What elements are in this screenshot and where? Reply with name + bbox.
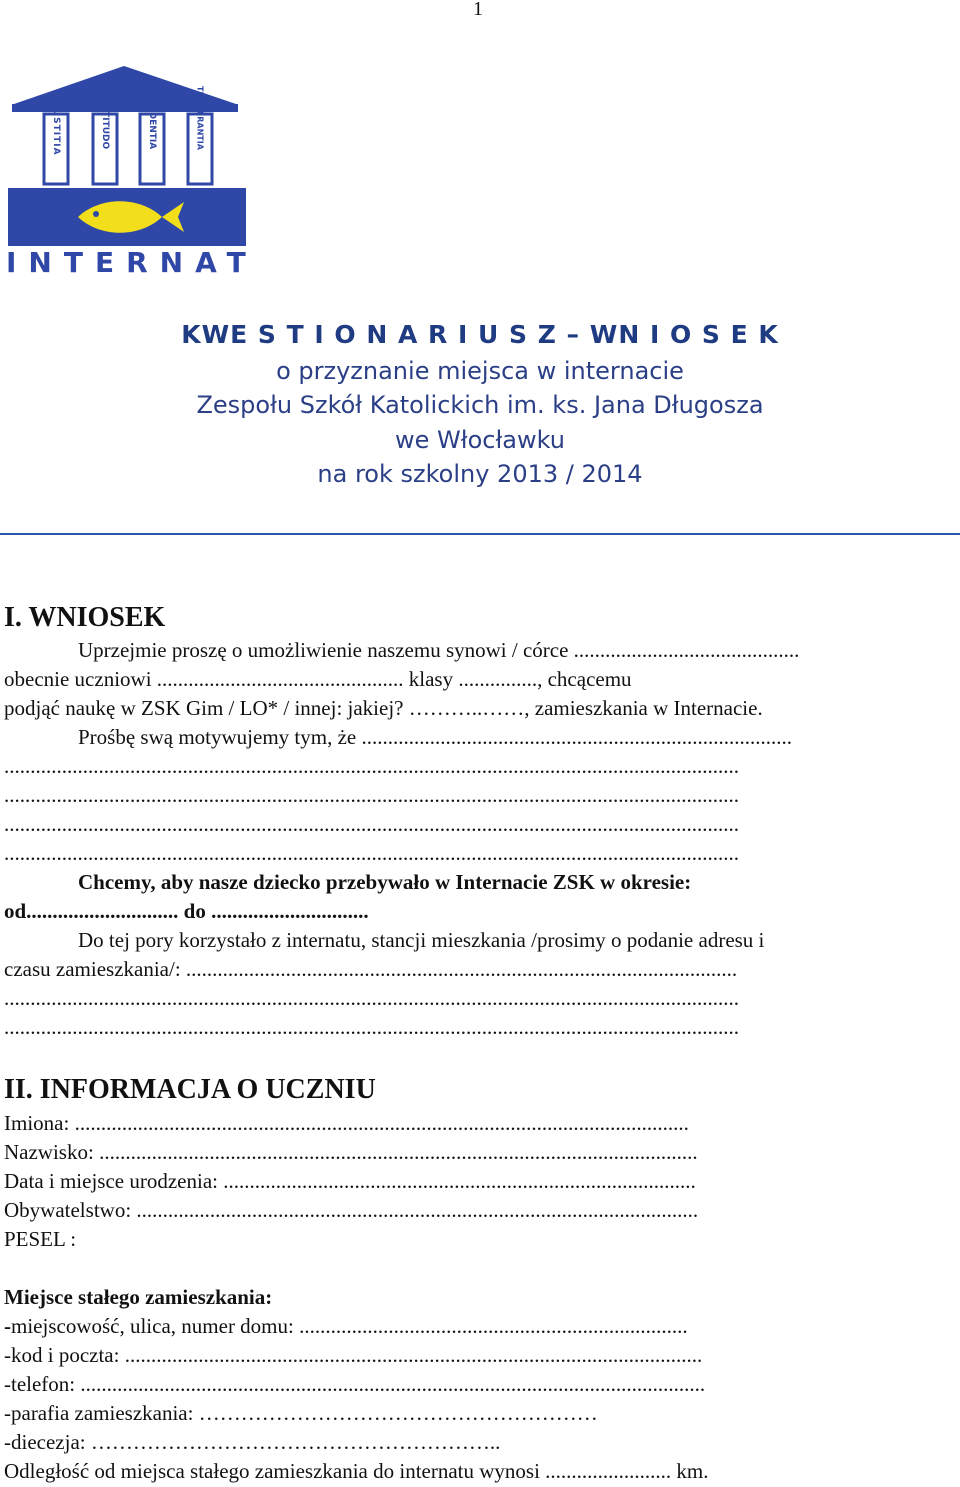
header-divider [0,533,960,535]
dotted-line-2: ............................................................................................................................................ [4,783,739,807]
subtitle-line-1: o przyznanie miejsca w internacie [276,357,684,385]
field-street-dash: - [4,1314,11,1338]
internat-logo-icon [0,64,260,279]
dotted-line-1: ............................................................................................................................................ [4,754,739,778]
page-number: 1 [473,0,483,20]
section-heading-student-info: II. INFORMACJA O UCZNIU [4,1074,376,1105]
field-distance: Odległość od miejsca stałego zamieszkania do internatu wynosi ........................ km. [4,1459,709,1483]
field-parish: -parafia zamieszkania: ………………………………………………… [4,1401,598,1425]
request-line-3: podjąć naukę w ZSK Gim / LO* / innej: jakiej? ………..……, zamieszkania w Internacie. [4,696,763,720]
field-diocese: -diecezja: ………………………………………………….. [4,1430,501,1454]
field-phone: -telefon: ....................................................................................................................... [4,1372,706,1396]
logo-column-text-2: FORTITUDO [100,90,110,150]
dotted-line-6: ............................................................................................................................................ [4,1015,739,1039]
logo-wordmark: INTERNAT [6,246,258,279]
previous-residence-line-1: Do tej pory korzystało z internatu, stancji mieszkania /prosimy o podanie adresu i [78,928,765,952]
form-title: KWE S T I O N A R I U S Z – WN I O S E K [181,320,779,349]
dotted-line-5: ............................................................................................................................................ [4,986,739,1010]
logo-columns [44,114,212,184]
request-line-2: obecnie uczniowi ............................................... klasy ..............., chcącemu [4,667,632,691]
field-pesel: PESEL : [4,1227,77,1251]
section-heading-wniosek: I. WNIOSEK [4,602,166,633]
address-heading: Miejsce stałego zamieszkania: [4,1285,273,1309]
field-citizenship: Obywatelstwo: ........................................................................................................... [4,1198,699,1222]
subtitle-line-3: we Włocławku [395,426,565,454]
field-birth-date-place: Data i miejsce urodzenia: .......................................................................................... [4,1169,696,1193]
field-street-label: miejscowość, ulica, numer domu: .......................................................................... [11,1314,688,1338]
logo-column-text-3: PRUDENTIA [147,90,157,150]
subtitle-line-2: Zespołu Szkół Katolickich im. ks. Jana Długosza [196,391,764,419]
dotted-line-3: ............................................................................................................................................ [4,812,739,836]
field-street [4,1314,688,1339]
period-line: Chcemy, aby nasze dziecko przebywało w Internacie ZSK w okresie: [78,870,692,894]
motivation-line: Prośbę swą motywujemy tym, że .................................................................................. [78,725,792,749]
subtitle-line-4: na rok szkolny 2013 / 2014 [317,460,643,488]
previous-residence-line-2: czasu zamieszkania/: ......................................................................................................... [4,957,738,981]
logo-column-text-1: IUSTITIA [51,104,61,156]
logo-column-text-4: TEMPERANTIA [195,86,205,150]
request-line-1: Uprzejmie proszę o umożliwienie naszemu synowi / córce ........................................... [78,638,800,662]
field-postcode: -kod i poczta: .............................................................................................................. [4,1343,703,1367]
field-first-names: Imiona: ..................................................................................................................... [4,1111,689,1135]
period-dates: od............................. do .............................. [4,899,369,923]
internat-logo [0,64,260,284]
dotted-line-4: ............................................................................................................................................ [4,841,739,865]
field-surname: Nazwisko: .................................................................................................................. [4,1140,698,1164]
